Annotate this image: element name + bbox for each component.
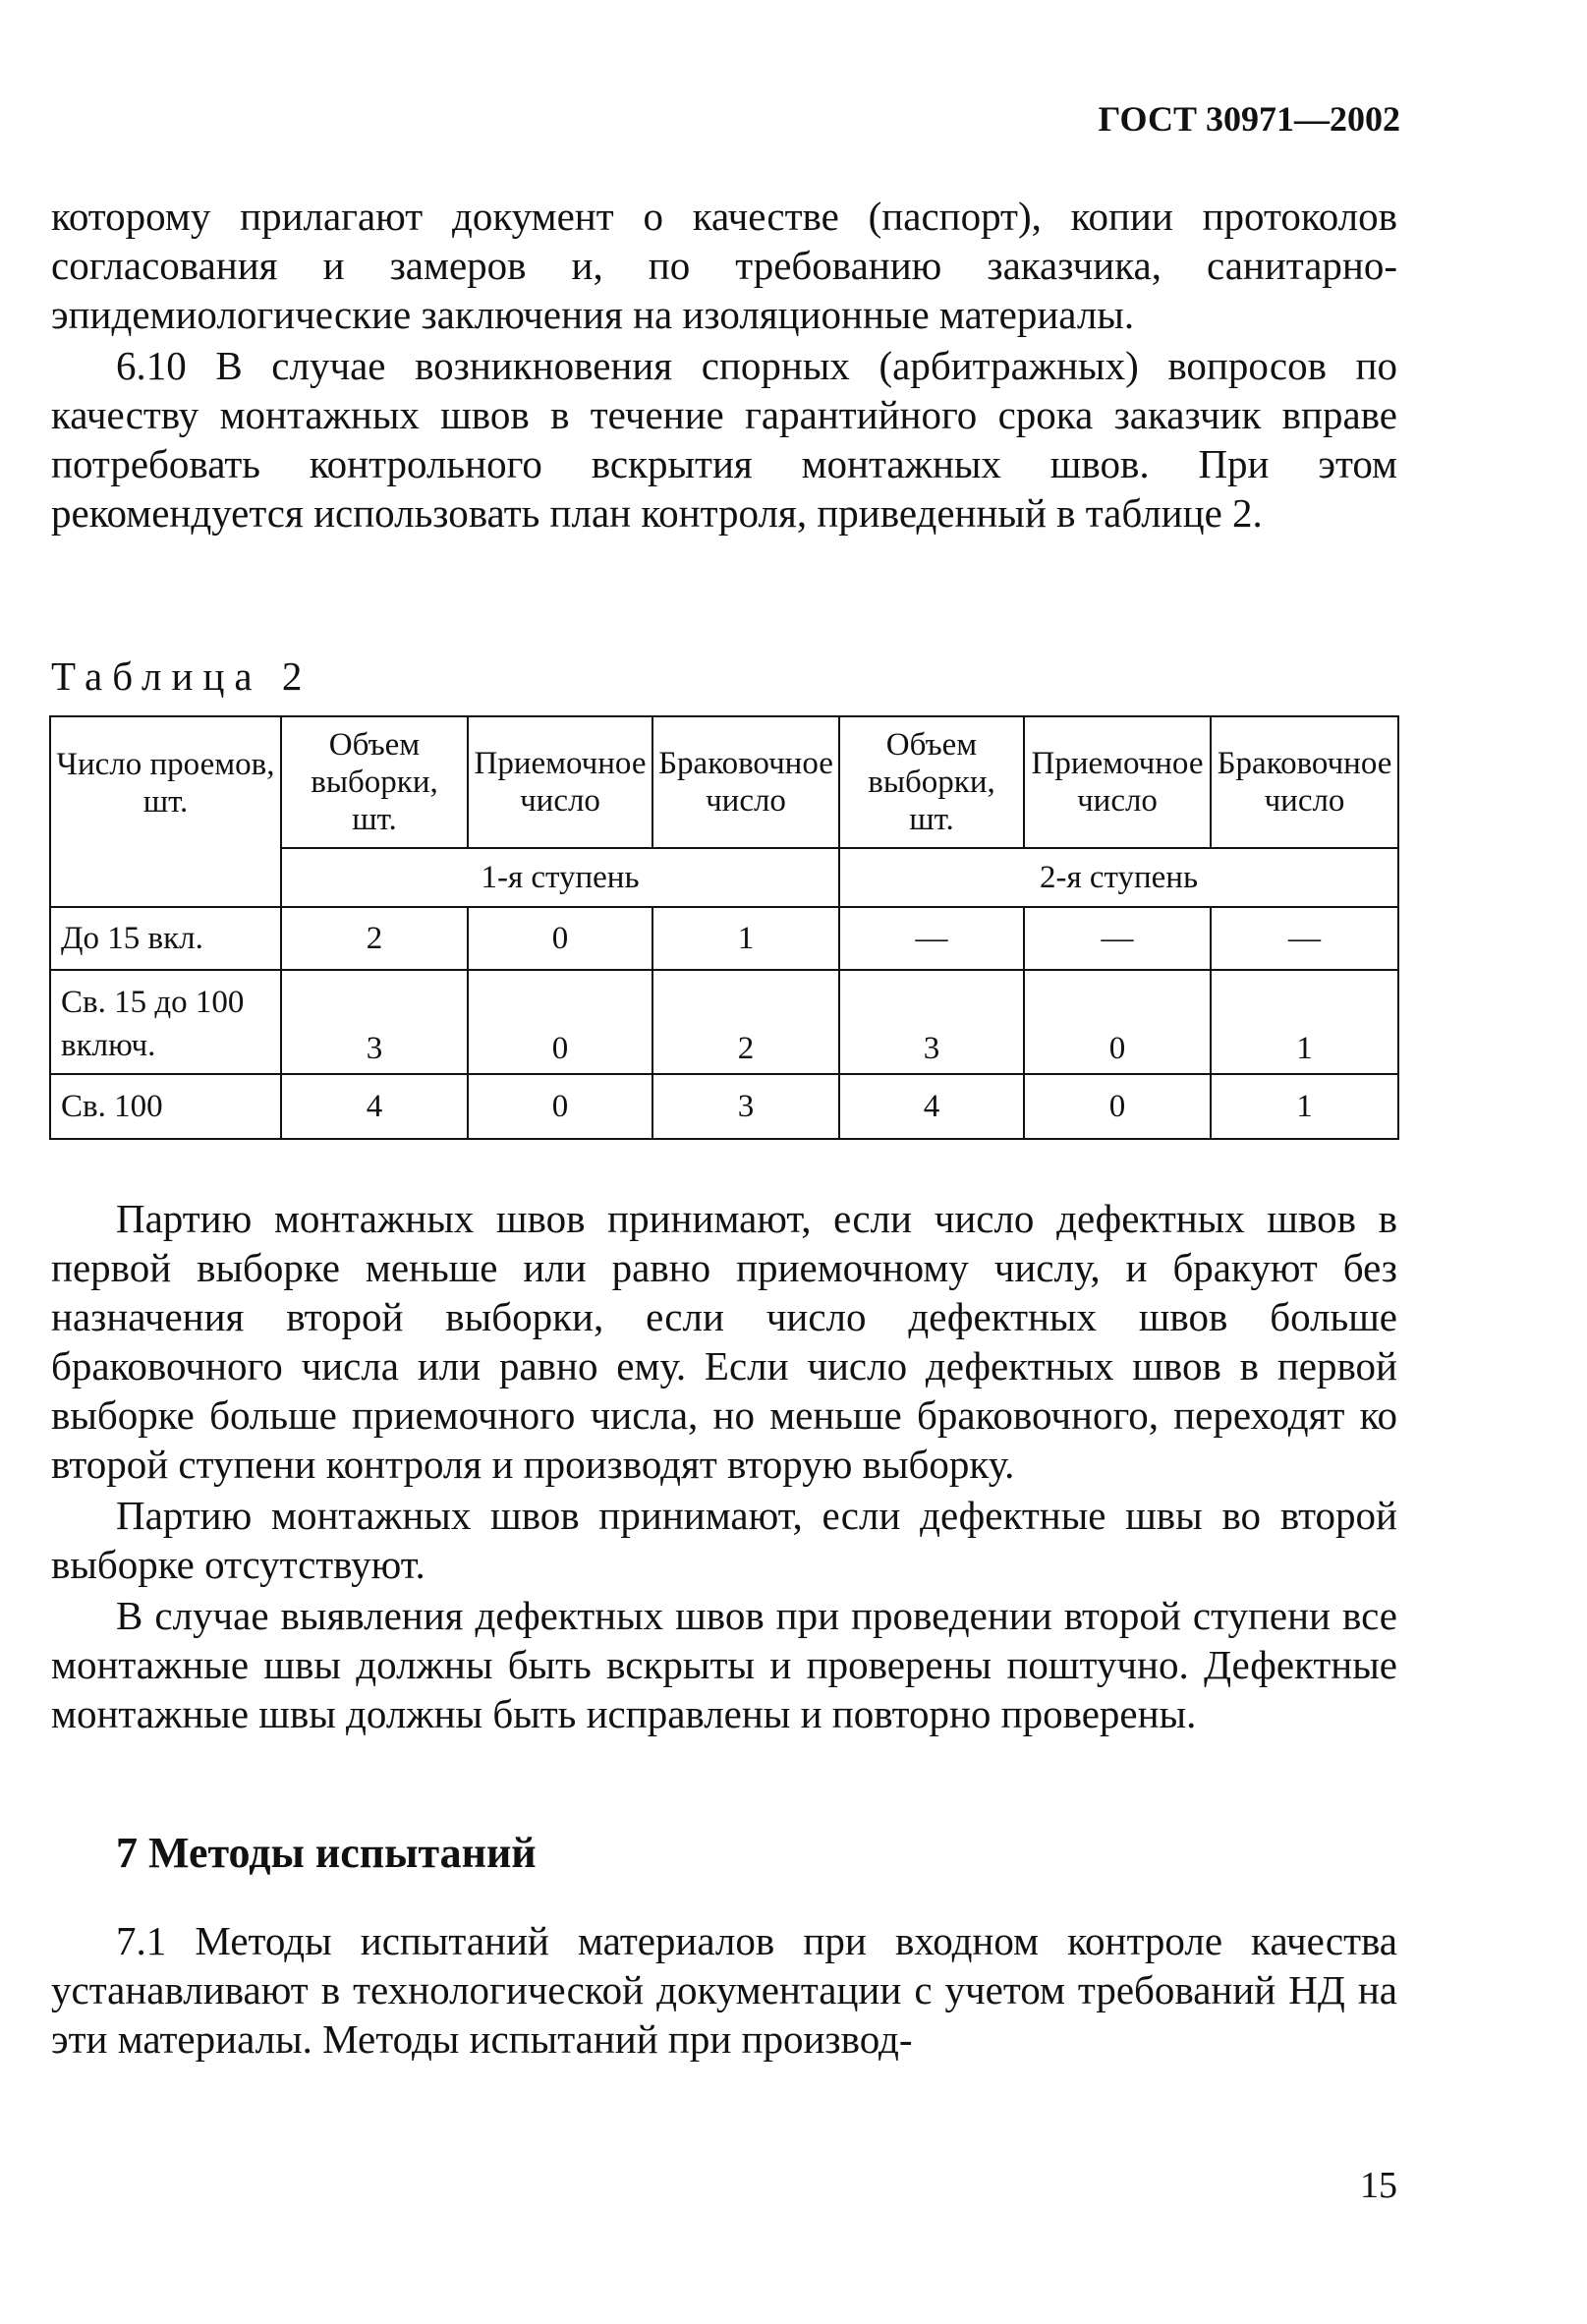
paragraph-continuation: которому прилагают документ о качестве (паспорт), копии протоколов согласования и замеров и, по требованию заказчика, санитарно-эпидемиологические заключения на изоляционные материалы. <box>51 194 1397 337</box>
table-row <box>50 970 1398 1074</box>
intro-text <box>51 192 1397 538</box>
table-cell: 0 <box>468 970 652 1074</box>
table-caption: Таблица 2 <box>51 653 312 699</box>
table-cell: 1 <box>1211 1074 1398 1139</box>
paragraph-defect-handling: В случае выявления дефектных швов при проведении второй ступени все монтажные швы должны быть вскрыты и проверены поштучно. Дефектные монтажные швы должны быть исправлены и повторно проверены. <box>51 1593 1397 1736</box>
control-plan-table <box>49 715 1399 1140</box>
table-cell: — <box>839 907 1024 970</box>
table-cell: 0 <box>468 907 652 970</box>
paragraph-second-sample: Партию монтажных швов принимают, если дефектные швы во второй выборке отсутствуют. <box>51 1493 1397 1587</box>
table-cell: 0 <box>1024 970 1211 1074</box>
stage-1-label: 1-я ступень <box>281 848 839 907</box>
table-cell: — <box>1024 907 1211 970</box>
table-row <box>50 1074 1398 1139</box>
paragraph-6-10: 6.10 В случае возникновения спорных (арбитражных) вопросов по качеству монтажных швов в течение гарантийного срока заказчик вправе потребовать контрольного вскрытия монтажных швов. При этом рекомендуется использовать план контроля, приведенный в таблице 2. <box>51 343 1397 536</box>
table-cell: 1 <box>1211 970 1398 1074</box>
header-rejection-number-1: Браковочное число <box>652 716 839 848</box>
header-rejection-number-2: Браковочное число <box>1211 716 1398 848</box>
header-sample-size-1: Объем выборки, шт. <box>281 716 468 848</box>
table-cell: 4 <box>281 1074 468 1139</box>
table-header-row <box>50 716 1398 848</box>
document-code-header: ГОСТ 30971—2002 <box>1098 99 1400 139</box>
paragraph-7-1: 7.1 Методы испытаний материалов при входном контроле качества устанавливают в технологической документации с учетом требований НД на эти материалы. Методы испытаний при производ- <box>51 1918 1397 2062</box>
row-label: Св. 15 до 100 включ. <box>50 970 281 1074</box>
header-openings-count: Число проемов, шт. <box>50 716 281 907</box>
table-row <box>50 907 1398 970</box>
table-cell: 2 <box>281 907 468 970</box>
table-cell: 3 <box>281 970 468 1074</box>
header-acceptance-number-2: Приемочное число <box>1024 716 1211 848</box>
section-text <box>51 1916 1397 2064</box>
table-cell: 0 <box>1024 1074 1211 1139</box>
post-table-text <box>51 1194 1397 1738</box>
table-cell: 4 <box>839 1074 1024 1139</box>
row-label: Св. 100 <box>50 1074 281 1139</box>
table-cell: 1 <box>652 907 839 970</box>
stage-2-label: 2-я ступень <box>839 848 1398 907</box>
section-heading: 7 Методы испытаний <box>116 1829 537 1877</box>
paragraph-acceptance-rule: Партию монтажных швов принимают, если число дефектных швов в первой выборке меньше или равно приемочному числу, и бракуют без назначения второй выборки, если число дефектных швов больше браковочного числа или равно ему. Если число дефектных швов в первой выборке больше приемочного числа, но меньше браковочного, переходят ко второй ступени контроля и производят вторую выборку. <box>51 1196 1397 1487</box>
row-label: До 15 вкл. <box>50 907 281 970</box>
table-cell: 3 <box>652 1074 839 1139</box>
page-number: 15 <box>1360 2165 1397 2206</box>
table-cell: 2 <box>652 970 839 1074</box>
table-cell: — <box>1211 907 1398 970</box>
header-acceptance-number-1: Приемочное число <box>468 716 652 848</box>
table-cell: 0 <box>468 1074 652 1139</box>
table-cell: 3 <box>839 970 1024 1074</box>
header-sample-size-2: Объем выборки, шт. <box>839 716 1024 848</box>
